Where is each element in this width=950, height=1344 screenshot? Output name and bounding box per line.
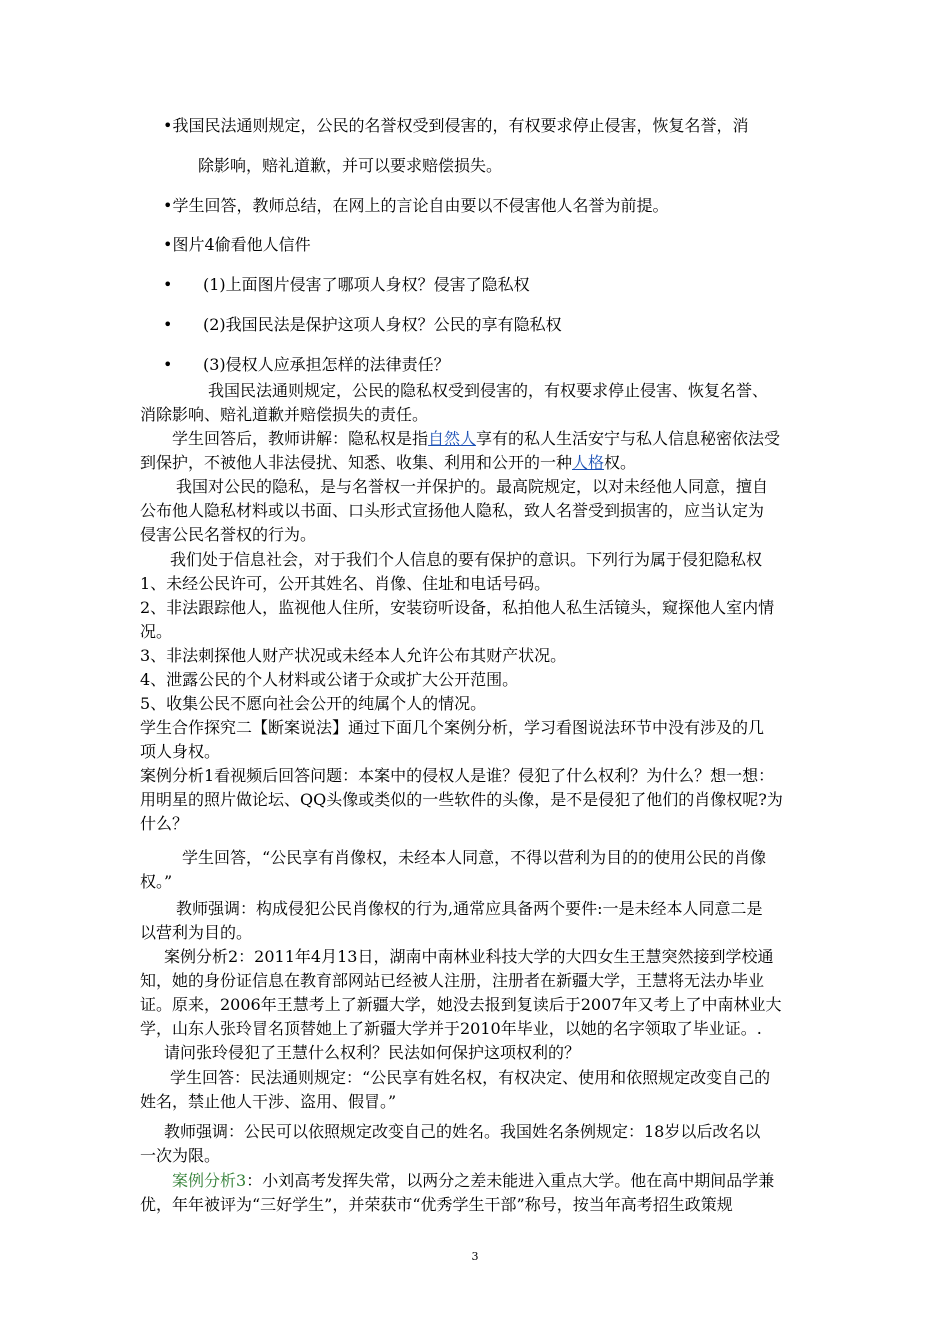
text-line: 学生合作探究二【断案说法】通过下面几个案例分析，学习看图说法环节中没有涉及的几	[140, 718, 765, 737]
text-line: 我国民法通则规定，公民的隐私权受到侵害的，有权要求停止侵害、恢复名誉、	[208, 381, 769, 400]
text-line: 案例分析3：小刘高考发挥失常，以两分之差未能进入重点大学。他在高中期间品学兼	[172, 1171, 775, 1190]
case-heading: 案例分析3	[172, 1171, 247, 1190]
text-line: 学生回答后，教师讲解：隐私权是指自然人享有的私人生活安宁与私人信息秘密依法受	[172, 429, 781, 448]
text-line: (3)侵权人应承担怎样的法律责任？	[203, 355, 450, 374]
text-line: (2)我国民法是保护这项人身权？公民的享有隐私权	[203, 315, 562, 334]
list-item: 4、泄露公民的个人材料或公诸于众或扩大公开范围。	[140, 670, 519, 689]
text-line: 消除影响、赔礼道歉并赔偿损失的责任。	[140, 405, 429, 424]
text-line: 优，年年被评为“三好学生”，并荣获市“优秀学生干部”称号，按当年高考招生政策规	[140, 1195, 733, 1214]
text-line: 证。原来，2006年王慧考上了新疆大学，她没去报到复读后于2007年又考上了中南林业大	[140, 995, 782, 1014]
text-line: 案例分析1看视频后回答问题：本案中的侵权人是谁？侵犯了什么权利？为什么？想一想：	[140, 766, 775, 785]
text-line: •图片4偷看他人信件	[163, 235, 311, 254]
text-line: 什么？	[140, 814, 189, 833]
text-line: 请问张玲侵犯了王慧什么权利？民法如何保护这项权利的？	[164, 1043, 581, 1062]
list-item: 2、非法跟踪他人，监视他人住所，安装窃听设备，私拍他人私生活镜头，窥探他人室内情	[140, 598, 775, 617]
text-line: 学生回答：民法通则规定：“公民享有姓名权，有权决定、使用和依照规定改变自己的	[170, 1068, 771, 1087]
link-natural-person[interactable]: 自然人	[428, 429, 477, 448]
text-line: 除影响，赔礼道歉，并可以要求赔偿损失。	[198, 156, 503, 175]
bullet-mark: •	[163, 355, 173, 374]
text-line: 侵害公民名誉权的行为。	[140, 525, 317, 544]
text-line: 公布他人隐私材料或以书面、口头形式宣扬他人隐私，致人名誉受到损害的，应当认定为	[140, 501, 765, 520]
bullet-mark: •	[163, 275, 173, 294]
text-line: 教师强调：构成侵犯公民肖像权的行为,通常应具备两个要件:一是未经本人同意二是	[176, 899, 763, 918]
text-line: (1)上面图片侵害了哪项人身权？侵害了隐私权	[203, 275, 530, 294]
text-line: 学生回答，“公民享有肖像权，未经本人同意，不得以营利为目的的使用公民的肖像	[182, 848, 767, 867]
bullet-mark: •	[163, 315, 173, 334]
text-line: 学，山东人张玲冒名顶替她上了新疆大学并于2010年毕业，以她的名字领取了毕业证。.	[140, 1019, 762, 1038]
list-item: 1、未经公民许可，公开其姓名、肖像、住址和电话号码。	[140, 574, 551, 593]
text-line: 用明星的照片做论坛、QQ头像或类似的一些软件的头像，是不是侵犯了他们的肖像权呢?为	[140, 790, 783, 809]
text-line: 案例分析2：2011年4月13日，湖南中南林业科技大学的大四女生王慧突然接到学校通	[164, 947, 774, 966]
text-line: 到保护，不被他人非法侵扰、知悉、收集、利用和公开的一种人格权。	[140, 453, 637, 472]
text-line: •学生回答，教师总结，在网上的言论自由要以不侵害他人名誉为前提。	[163, 196, 669, 215]
text-line: 况。	[140, 622, 173, 641]
text-line: 权。”	[140, 872, 173, 891]
text-line: 项人身权。	[140, 742, 221, 761]
link-personality[interactable]: 人格	[572, 453, 605, 472]
text-line: 一次为限。	[140, 1146, 221, 1165]
list-item: 3、非法刺探他人财产状况或未经本人允许公布其财产状况。	[140, 646, 567, 665]
text-line: 我国对公民的隐私，是与名誉权一并保护的。最高院规定，以对未经他人同意，擅自	[176, 477, 769, 496]
text-line: 教师强调：公民可以依照规定改变自己的姓名。我国姓名条例规定：18岁以后改名以	[164, 1122, 761, 1141]
page-number: 3	[471, 1250, 479, 1263]
text-line: 我们处于信息社会，对于我们个人信息的要有保护的意识。下列行为属于侵犯隐私权	[170, 550, 763, 569]
text-line: 姓名，禁止他人干涉、盗用、假冒。”	[140, 1092, 397, 1111]
list-item: 5、收集公民不愿向社会公开的纯属个人的情况。	[140, 694, 487, 713]
text-line: •我国民法通则规定，公民的名誉权受到侵害的，有权要求停止侵害，恢复名誉，消	[163, 116, 749, 135]
text-line: 知，她的身份证信息在教育部网站已经被人注册，注册者在新疆大学，王慧将无法办毕业	[140, 971, 765, 990]
text-line: 以营利为目的。	[140, 923, 253, 942]
